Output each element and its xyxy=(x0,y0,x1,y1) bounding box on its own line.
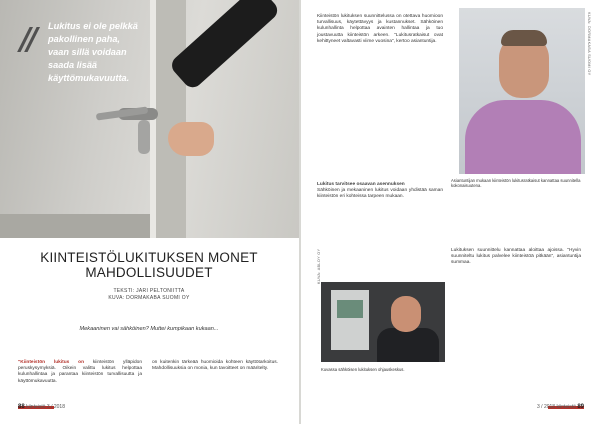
door-lock-photo xyxy=(0,0,299,238)
person-hand xyxy=(168,122,214,156)
body-column-1 xyxy=(18,360,142,385)
portrait-hair xyxy=(501,30,547,46)
quote-mark-icon: // xyxy=(20,22,34,57)
portrait-photo xyxy=(459,8,585,174)
body-column-4 xyxy=(317,180,443,201)
photo-credit: KUVA: DORMAKABA SUOMI OY xyxy=(108,295,190,301)
article-lede: Mekaaninen vai sähköinen? Muttei kumpikaan kukaan... xyxy=(79,326,219,332)
wall-panel xyxy=(0,214,150,238)
pull-quote: Lukitus ei ole pelkkä pakollinen paha, vaan sillä voidaan saada lisää käyttömukavuutta. xyxy=(48,21,138,83)
body-text: on kuitenkin tärkeää huomioida kohteen käyttötarkoitus. Mahdollisuuksia on monia, kun tavoitteet on määritelty. xyxy=(152,360,278,372)
issue-number: 3 / 2018 xyxy=(537,404,556,410)
article-credits xyxy=(20,288,278,302)
page-number: 88 xyxy=(18,404,25,410)
photo-credit-vertical: KUVA: DORMAKABA SUOMI OY xyxy=(587,12,591,76)
magazine-name: kiinteistö xyxy=(556,404,576,410)
body-column-2 xyxy=(152,360,278,372)
lead-in: "Kiinteistön lukitus on xyxy=(18,360,85,365)
photo-credit-vertical-2: KUVA: ABLOY OY xyxy=(317,248,321,284)
article-title: KIINTEISTÖLUKITUKSEN MONET MAHDOLLISUUDET xyxy=(40,250,258,280)
portrait-caption: Asiantuntijan mukaan kiinteistön lukitusratkaisut kannattaa suunnitella kokonaisuutena. xyxy=(451,178,581,189)
control-screen xyxy=(337,300,363,318)
left-folio xyxy=(18,404,65,410)
body-text: Lukituksen suunnittelu kannattaa aloittaa ajoissa. "Hyvin suunniteltu lukitus palvelee kiinteistöä pitkään", asiantuntija summaa. xyxy=(451,248,581,266)
person-face xyxy=(391,296,421,332)
control-panel-photo xyxy=(321,282,445,362)
person-body xyxy=(377,328,439,362)
body-text: Kiinteistön lukituksen suunnittelussa on otettava huomioon turvallisuus, käytettävyys ja kustannukset. Sähköinen kulunhallinta helpottaa avainten hallintaa ja tuo joustavuutta kiinteistön arkeen. "Lukitusratkaisut ovat kehittyneet valtavasti viime vuosina", kertoo asiantuntija. xyxy=(317,14,443,44)
body-text: Sähköinen ja mekaaninen lukitus voidaan yhdistää saman kiinteistön eri kohteissa tarpeen mukaan. xyxy=(317,188,443,200)
subheading: Lukitus tarvitsee osaavan asennuksen xyxy=(317,182,405,187)
page-number: 89 xyxy=(577,404,584,410)
door-frame xyxy=(156,0,186,238)
lock-plate xyxy=(138,120,150,154)
control-panel xyxy=(331,290,369,350)
text-credit: TEKSTI: JARI PELTONIITTA xyxy=(113,288,185,294)
body-column-3 xyxy=(317,14,443,45)
portrait-shirt xyxy=(465,100,581,174)
right-folio xyxy=(537,404,584,410)
magazine-name: kiinteistö xyxy=(26,404,46,410)
left-page xyxy=(0,0,299,424)
body-column-5 xyxy=(451,248,581,267)
right-page xyxy=(301,0,600,424)
issue-number: 3 / 2018 xyxy=(46,404,65,410)
body-text: kiinteistön ylläpidon peruskysymyksiä. Oikein valittu lukitus helpottaa kulunhallintaa ja parantaa kiinteistön turvallisuutta ja käyttömukavuutta. xyxy=(18,360,142,384)
photo-caption: Kuvassa sähköisen lukituksen ohjauskeskus. xyxy=(321,367,405,372)
